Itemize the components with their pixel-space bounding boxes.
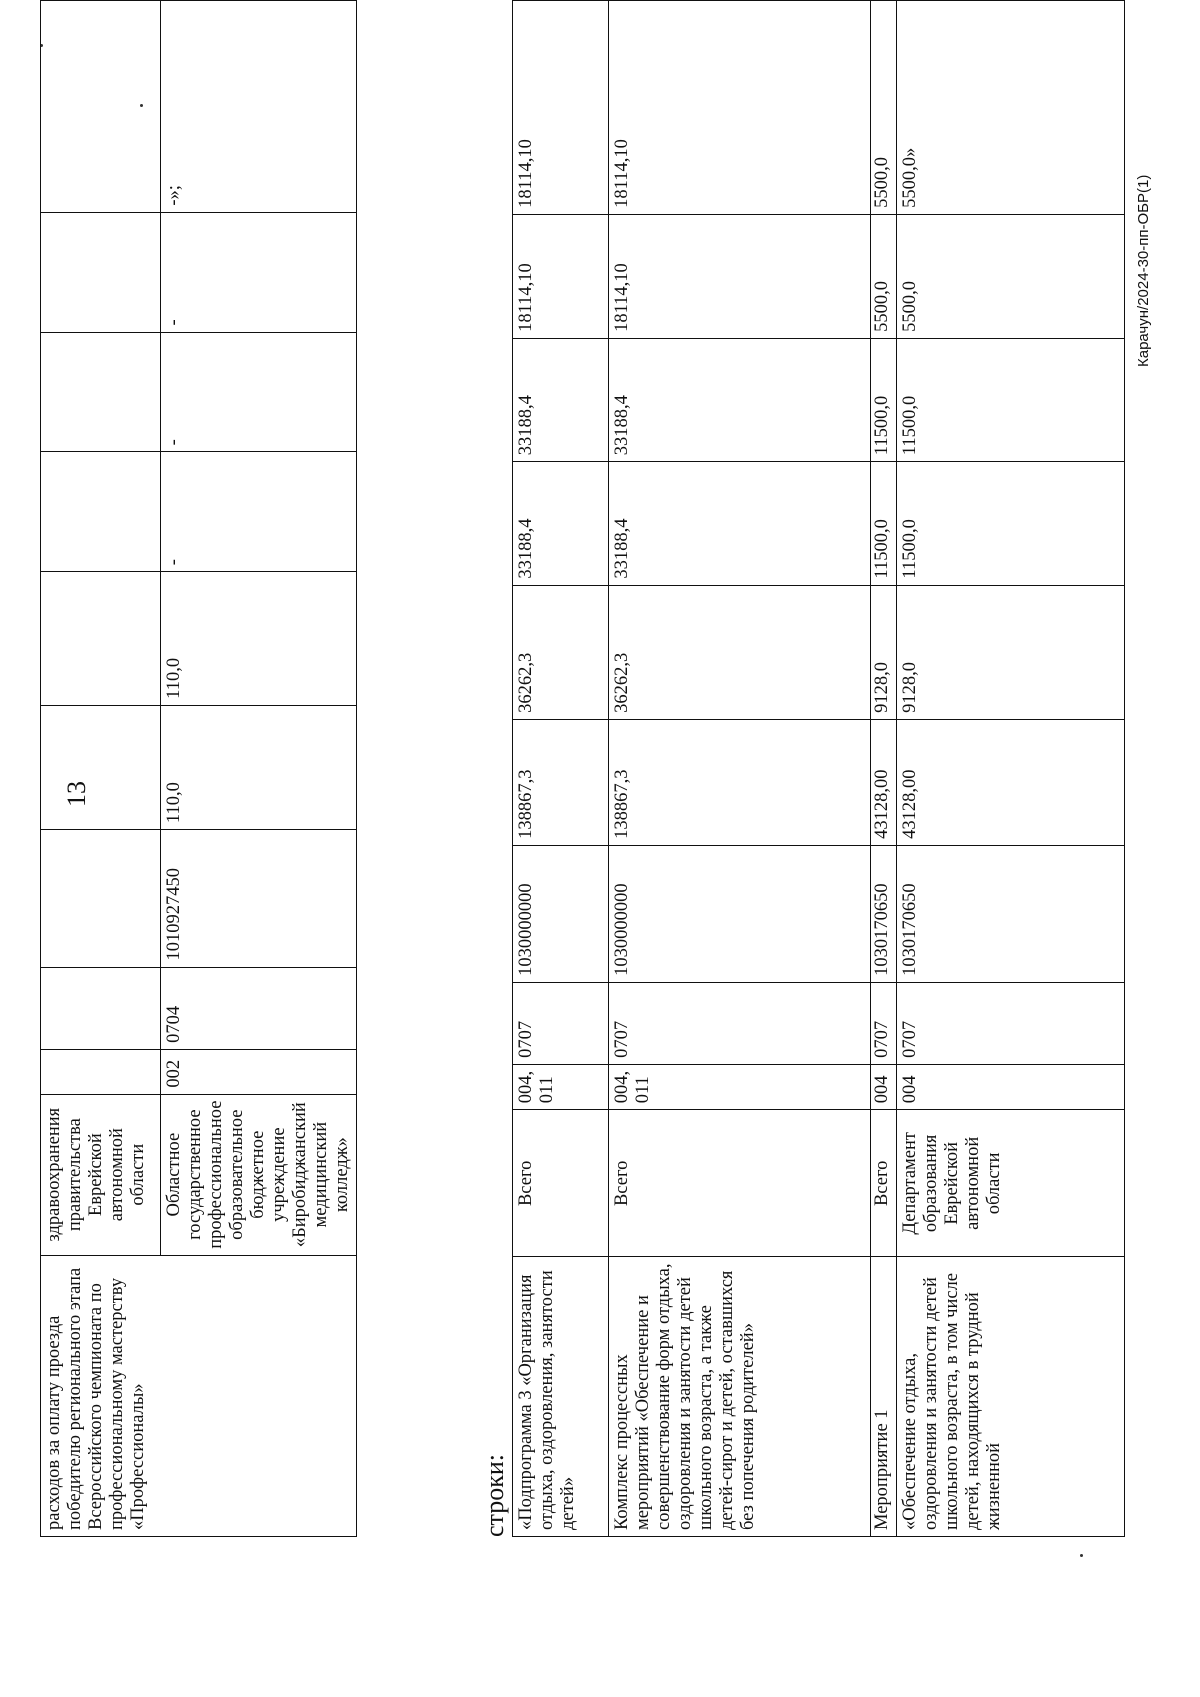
value-cell: 18114,10 — [609, 1, 871, 215]
value-cell: 9128,0 — [871, 585, 897, 719]
rows-table — [512, 0, 1125, 1537]
value-cell: 33188,4 — [609, 462, 871, 585]
value-cell: 18114,10 — [513, 214, 609, 338]
value-cell: 5500,0» — [897, 1, 1125, 215]
value-cell: 36262,3 — [513, 585, 609, 719]
rzpr-cell: 0704 — [161, 967, 357, 1049]
value-cell: 11500,0 — [897, 462, 1125, 585]
org-cell: Департамент образования Еврейской автономной области — [897, 1110, 1125, 1257]
top-fragment-table — [40, 0, 357, 1537]
rzpr-cell: 0707 — [513, 982, 609, 1064]
table-row — [897, 1, 1125, 1537]
value-cell: 18114,10 — [513, 1, 609, 215]
stroki-label: строки: — [480, 1454, 509, 1537]
rzpr-cell: 0707 — [871, 982, 897, 1064]
grbs-cell: 004, 011 — [513, 1064, 609, 1109]
csr-cell: 1030170650 — [897, 845, 1125, 982]
grbs-cell: 004 — [897, 1064, 1125, 1109]
grbs-cell: 004, 011 — [609, 1064, 871, 1109]
value-cell: 36262,3 — [609, 585, 871, 719]
value-cell: 110,0 — [161, 705, 357, 829]
grbs-cell: 002 — [161, 1049, 357, 1094]
value-cell: 5500,0 — [897, 214, 1125, 338]
table-row — [871, 1, 897, 1537]
table-row — [513, 1, 609, 1537]
value-cell: -»; — [161, 1, 357, 213]
rzpr-cell: 0707 — [609, 982, 871, 1064]
rzpr-cell: 0707 — [897, 982, 1125, 1064]
value-cell: 110,0 — [161, 572, 357, 706]
value-cell: 18114,10 — [609, 214, 871, 338]
org-cell: Областное государственное профессиональное образовательное бюджетное учреждение «Биробиджанский медицинский колледж» — [161, 1094, 357, 1255]
value-cell: 43128,00 — [897, 719, 1125, 845]
value-cell: 33188,4 — [609, 338, 871, 461]
measure-name-cell: расходов за оплату проезда победителю регионального этапа Всероссийского чемпионата по профессиональному мастерству «Профессионалы» — [41, 1255, 357, 1536]
footer-doc-id: Карачун/2024-30-пп-ОБР(1) — [1135, 174, 1152, 367]
org-cell: Всего — [513, 1110, 609, 1257]
value-cell: 5500,0 — [871, 214, 897, 338]
csr-cell: 1010927450 — [161, 830, 357, 967]
measure-name-cell: «Обеспечение отдыха, оздоровления и занятости детей школьного возраста, в том числе детей, находящихся в трудной жизненной — [897, 1257, 1125, 1537]
value-cell: 5500,0 — [871, 1, 897, 215]
csr-cell: 1030170650 — [871, 845, 897, 982]
grbs-cell: 004 — [871, 1064, 897, 1109]
table-row — [609, 1, 871, 1537]
org-cell: здравоохранения правительства Еврейской автономной области — [41, 1094, 161, 1255]
value-cell: 9128,0 — [897, 585, 1125, 719]
value-cell: 11500,0 — [871, 462, 897, 585]
measure-name-cell: Мероприятие 1 — [871, 1257, 897, 1537]
value-cell: 138867,3 — [513, 719, 609, 845]
csr-cell: 1030000000 — [513, 845, 609, 982]
value-cell: - — [161, 452, 357, 572]
page-number: 13 — [62, 781, 91, 807]
value-cell: 11500,0 — [897, 338, 1125, 461]
org-cell: Всего — [871, 1110, 897, 1257]
measure-name-cell: «Подпрограмма 3 «Организация отдыха, оздоровления, занятости детей» — [513, 1257, 609, 1537]
value-cell: 33188,4 — [513, 338, 609, 461]
value-cell: - — [161, 332, 357, 452]
value-cell: 138867,3 — [609, 719, 871, 845]
value-cell: 11500,0 — [871, 338, 897, 461]
org-cell: Всего — [609, 1110, 871, 1257]
value-cell: - — [161, 212, 357, 332]
value-cell: 43128,00 — [871, 719, 897, 845]
csr-cell: 1030000000 — [609, 845, 871, 982]
scan-speck — [1080, 1554, 1083, 1557]
value-cell: 33188,4 — [513, 462, 609, 585]
measure-name-cell: Комплекс процессных мероприятий «Обеспечение и совершенствование форм отдыха, оздоровления и занятости детей школьного возраста, а также детей-сирот и детей, оставшихся без попечения родителей» — [609, 1257, 871, 1537]
